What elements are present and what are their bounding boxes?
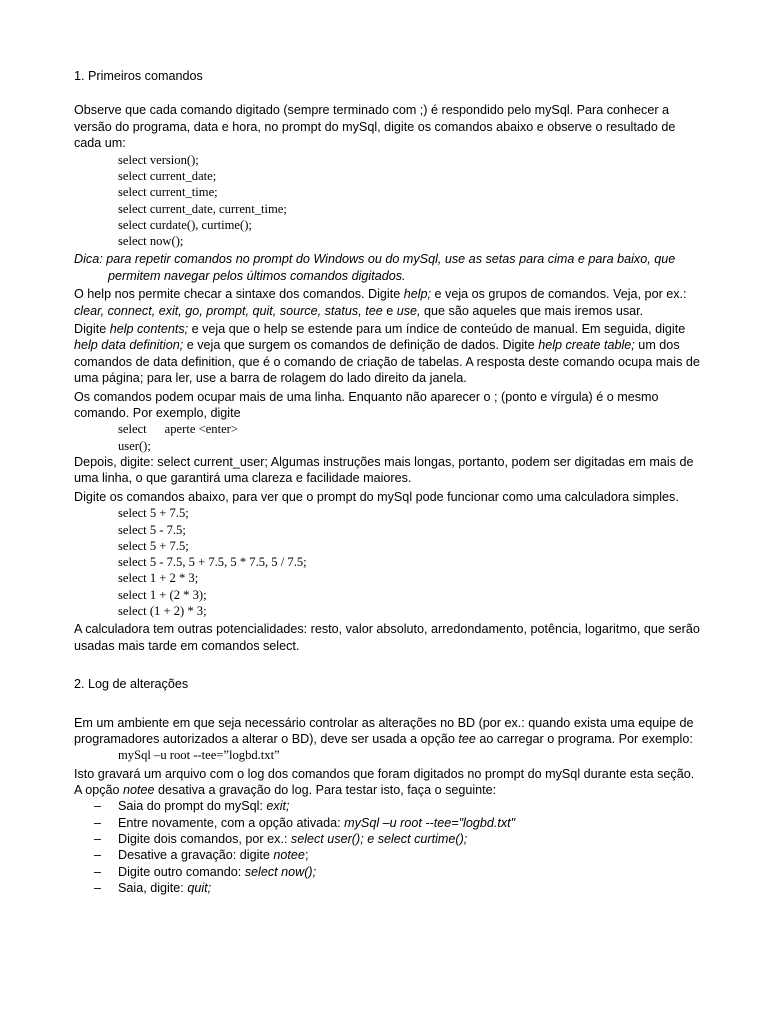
code-line: select current_time; — [118, 185, 218, 200]
code-line: select 1 + (2 * 3); — [118, 587, 207, 602]
code-line: select 5 - 7.5, 5 + 7.5, 5 * 7.5, 5 / 7.5; — [118, 555, 307, 570]
tip-line-2: permitem navegar pelos últimos comandos digitados. — [108, 268, 406, 283]
tip-line-1: Dica: para repetir comandos no prompt do Windows ou do mySql, use as setas para cima e para baixo, que — [74, 252, 676, 267]
code-line: select curdate(), curtime(); — [118, 217, 252, 232]
calculator-paragraph: Digite os comandos abaixo, para ver que o prompt do mySql pode funcionar como uma calculadora simples. — [74, 489, 679, 504]
tip-paragraph — [74, 251, 704, 284]
list-item: – Entre novamente, com a opção ativada: mySql –u root --tee="logbd.txt" — [94, 815, 516, 830]
code-line: select current_date; — [118, 168, 217, 183]
multiline-example — [74, 421, 704, 454]
code-line: select 1 + 2 * 3; — [118, 571, 199, 586]
help-paragraph-2: Digite help contents; e veja que o help se estende para um índice de conteúdo de manual. Em seguida, digite help data definition; e veja que surgem os comandos de definição de dados. Digite help create table; um dos comandos de data definition, que é o comando de criação de tabelas. A resposta deste comando ocupa mais de uma página; para ler, use a barra de rolagem do lado direito da janela. — [74, 322, 700, 386]
list-item: – Saia, digite: quit; — [94, 880, 212, 895]
section-2-title: 2. Log de alterações — [74, 677, 189, 692]
code-line: select (1 + 2) * 3; — [118, 604, 207, 619]
code-line: select 5 + 7.5; — [118, 506, 189, 521]
command-block-1 — [74, 152, 704, 250]
steps-list — [74, 798, 704, 896]
log-paragraph-1: Em um ambiente em que seja necessário controlar as alterações no BD (por ex.: quando exista uma equipe de programadores autorizados a alterar o BD), deve ser usada a opção tee ao carregar o programa. Por exemplo: — [74, 715, 694, 746]
list-item: – Saia do prompt do mySql: exit; — [94, 799, 290, 814]
after-paragraph: Depois, digite: select current_user; Algumas instruções mais longas, portanto, podem ser digitadas em mais de uma linha, o que garantirá uma clareza e facilidade maiores. — [74, 455, 694, 486]
list-item: – Digite outro comando: select now(); — [94, 864, 317, 879]
code-line: user(); — [118, 438, 151, 453]
help-paragraph-1: O help nos permite checar a sintaxe dos comandos. Digite help; e veja os grupos de comandos. Veja, por ex.: clear, connect, exit, go, prompt, quit, source, status, tee e use, que são aqueles que mais iremos usar. — [74, 287, 687, 318]
code-line: select aperte <enter> — [118, 422, 238, 437]
code-line: select 5 + 7.5; — [118, 538, 189, 553]
log-paragraph-2: Isto gravará um arquivo com o log dos comandos que foram digitados no prompt do mySql durante esta seção. A opção notee desativa a gravação do log. Para testar isto, faça o seguinte: — [74, 766, 695, 798]
intro-paragraph: Observe que cada comando digitado (sempre terminado com ;) é respondido pelo mySql. Para conhecer a versão do programa, data e hora, no prompt do mySql, digite os comandos abaixo e observe o resultado de cada um: — [74, 103, 676, 151]
multiline-paragraph: Os comandos podem ocupar mais de uma linha. Enquanto não aparecer o ; (ponto e vírgula) é o mesmo comando. Por exemplo, digite — [74, 389, 659, 421]
section-1-title: 1. Primeiros comandos — [74, 69, 203, 83]
code-line: select version(); — [118, 152, 199, 167]
code-line: mySql –u root --tee=”logbd.txt” — [118, 748, 280, 763]
list-item: – Desative a gravação: digite notee; — [94, 848, 309, 863]
document-page — [74, 68, 704, 896]
calculator-end-paragraph: A calculadora tem outras potencialidades: resto, valor absoluto, arredondamento, potência, logaritmo, que serão usadas mais tarde em comandos select. — [74, 622, 700, 653]
command-block-2 — [74, 505, 704, 619]
list-item: – Digite dois comandos, por ex.: select user(); e select curtime(); — [94, 832, 468, 847]
code-line: select current_date, current_time; — [118, 201, 287, 216]
code-line: select 5 - 7.5; — [118, 522, 186, 537]
log-example — [74, 747, 704, 763]
code-line: select now(); — [118, 234, 184, 249]
